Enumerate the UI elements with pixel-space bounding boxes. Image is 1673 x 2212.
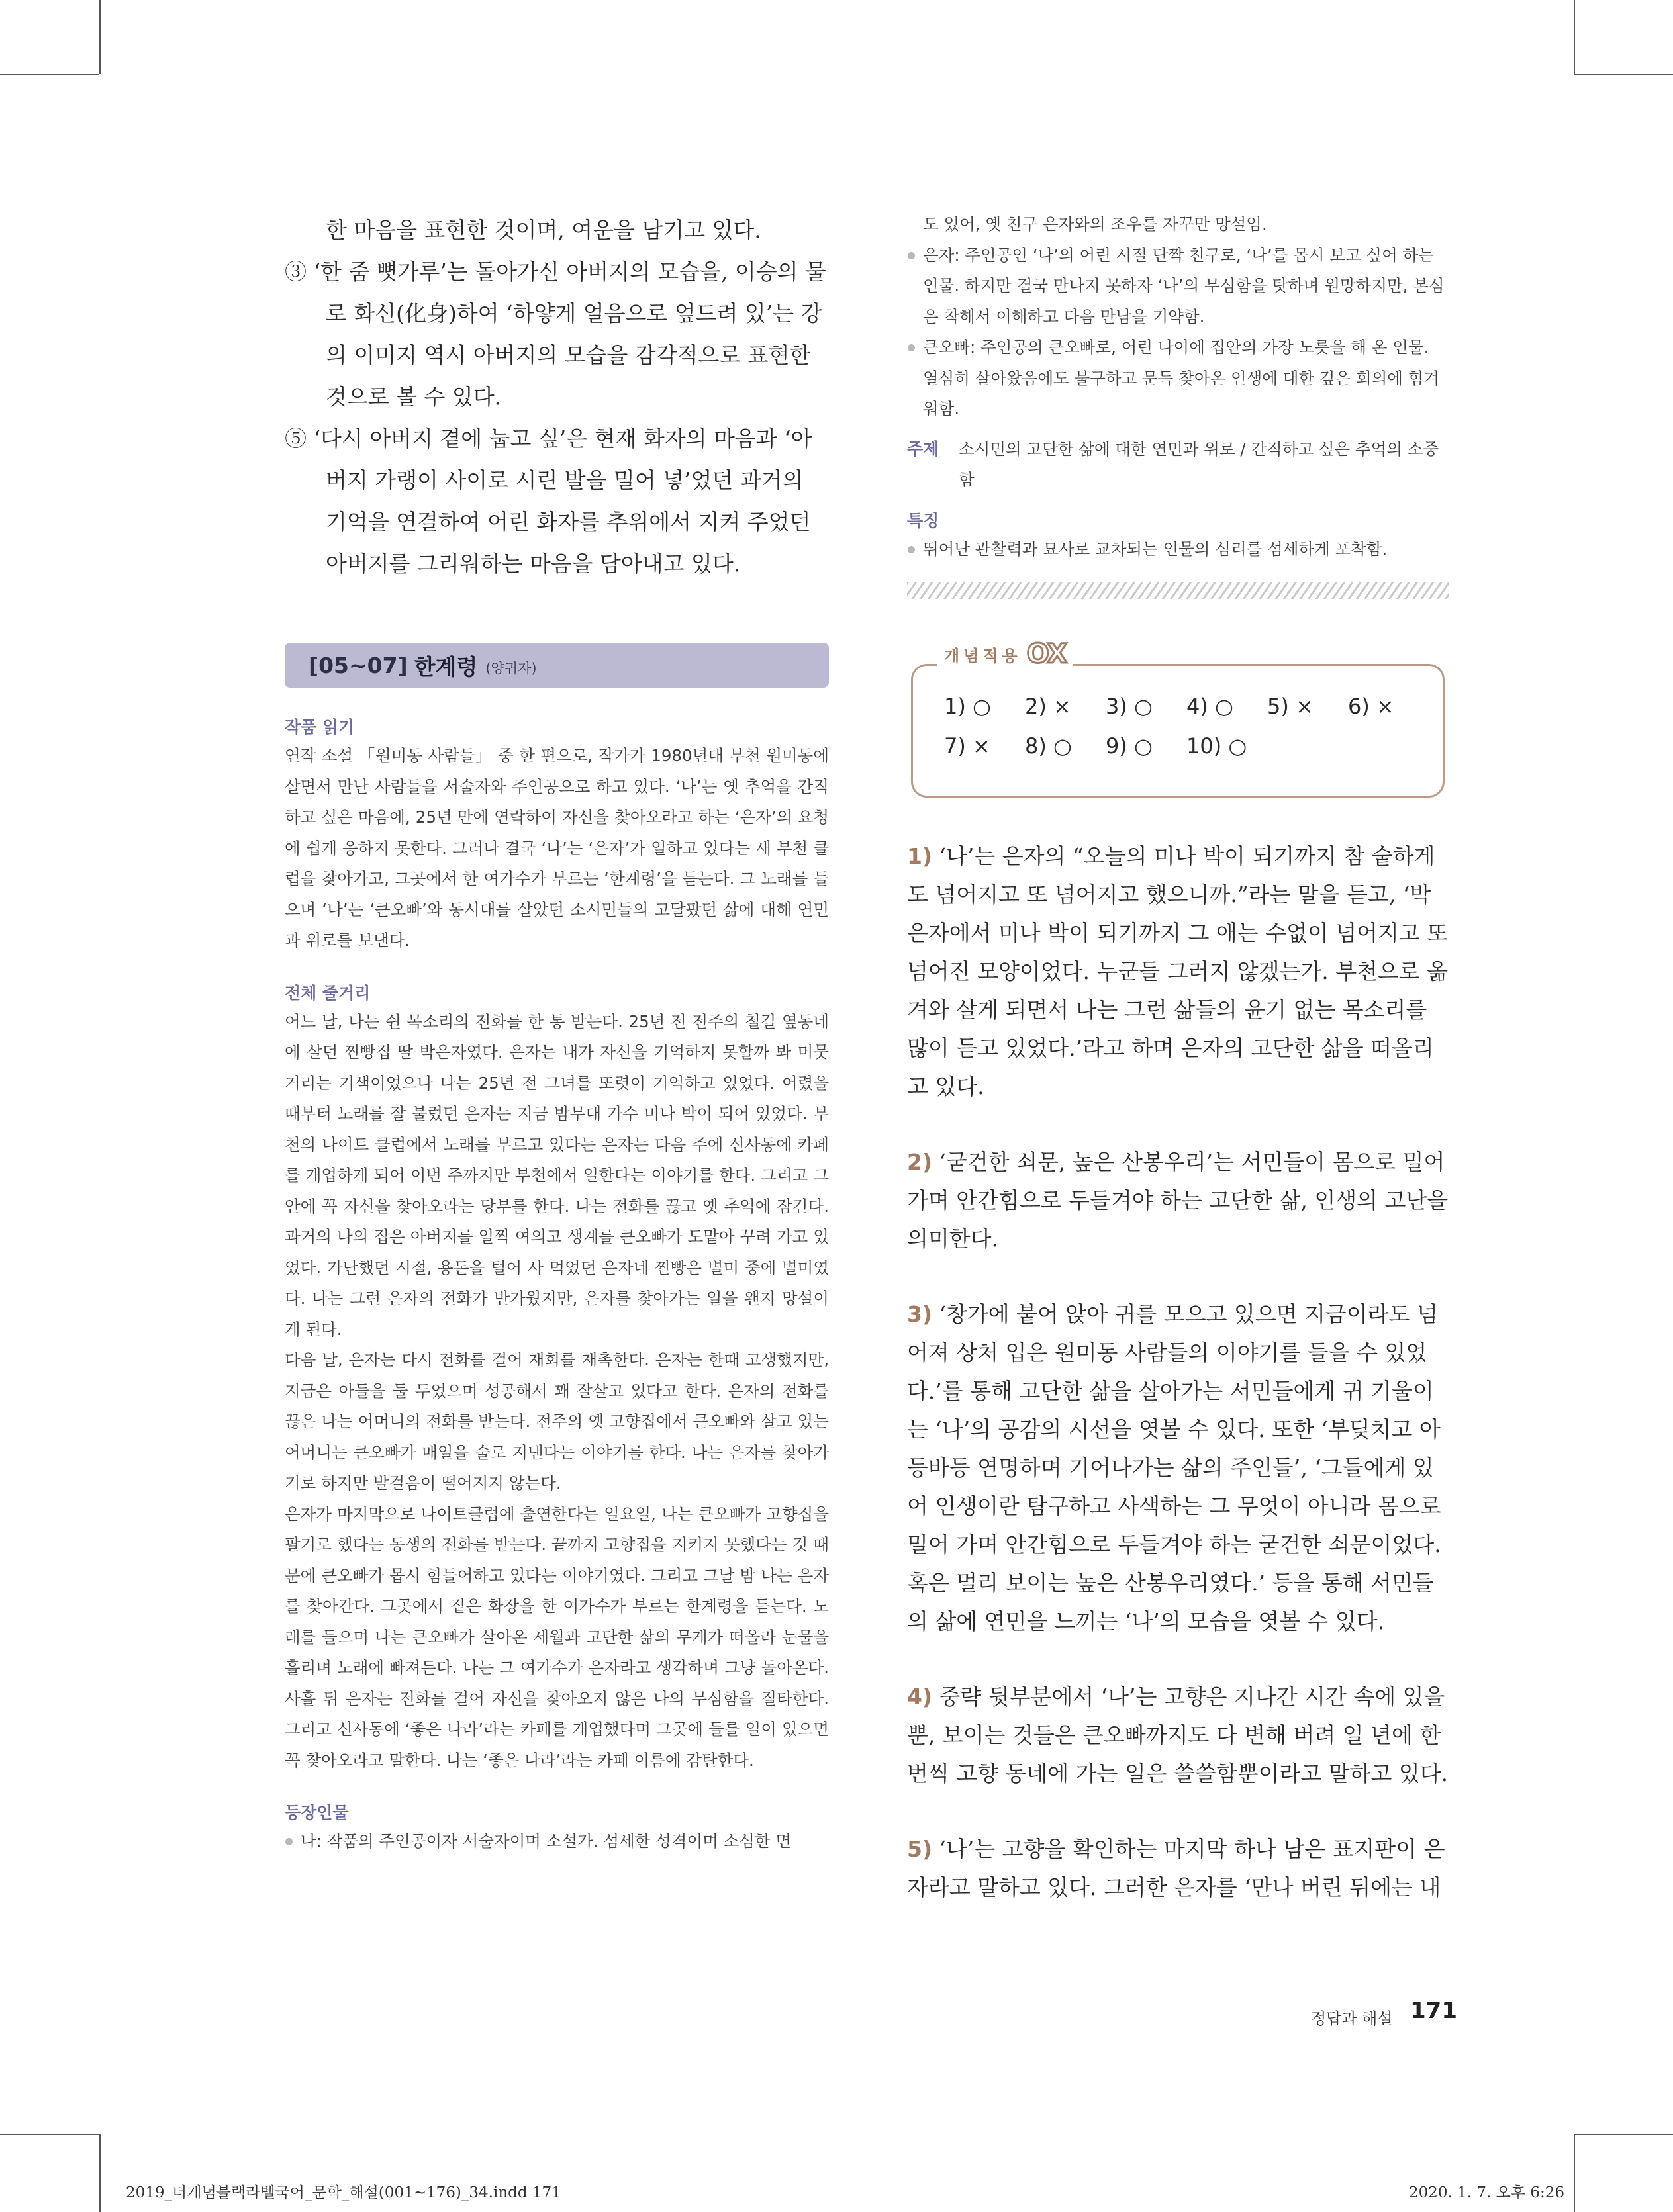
crop-mark [99,2134,101,2212]
hatched-divider [907,582,1449,599]
crop-mark [1574,74,1673,75]
section-heading-characters: 등장인물 [285,1803,349,1822]
reading-body: 연작 소설 「원미동 사람들」 중 한 편으로, 작가가 1980년대 부천 원미동에 살면서 만난 사람들을 서술자와 주인공으로 하고 있다. ‘나’는 옛 추억을 간직하고 싶은 마음에, 25년 만에 연락하여 자신을 찾아오라고 하는 ‘은자’의 요청에 쉽게 응하지 못한다. 그러나 결국 ‘나’는 ‘은자’가 일하고 있다는 새 부천 클럽을 찾아가고, 그곳에서 한 여가수가 부르는 ‘한계령’을 듣는다. 그 노래를 들으며 ‘나’는 ‘큰오빠’와 동시대를 살았던 소시민들의 고달팠던 삶에 대해 연민과 위로를 보낸다. [285,746,829,950]
crop-mark [1574,2134,1575,2212]
plot-paragraph: 은자가 마지막으로 나이트클럽에 출연한다는 일요일, 나는 큰오빠가 고향집을 팔기로 했다는 동생의 전화를 받는다. 끝까지 고향집을 지키지 못했다는 것 때문에 큰오빠가 몹시 힘들어하고 있다는 이야기였다. 그리고 그날 밤 나는 은자를 찾아간다. 그곳에서 짙은 화장을 한 여가수가 부르는 한계령을 듣는다. 노래를 들으며 나는 큰오빠가 살아온 세월과 고단한 삶의 무게가 떠올라 눈물을 흘리며 노래에 빠져든다. 나는 그 여가수가 은자라고 생각하며 그냥 돌아온다. 사흘 뒤 은자는 전화를 걸어 자신을 찾아오지 않은 나의 무심함을 질타한다. 그리고 신사동에 ‘좋은 나라’라는 카페를 개업했다며 그곳에 들를 일이 있으면 꼭 찾아오라고 말한다. 나는 ‘좋은 나라’라는 카페 이름에 감탄한다. [285,1504,829,1770]
ox-row [944,686,1429,726]
crop-mark [0,2134,99,2135]
character-item: 나: 작품의 주인공이자 서술자이며 소설가. 섬세한 성격이며 소심한 면 [285,1826,829,1857]
ox-answer: 4) ○ [1186,694,1233,719]
theme-key: 주제 [907,439,939,459]
crop-mark [0,74,99,75]
ox-answer: 10) ○ [1186,733,1247,759]
ox-answer: 6) × [1348,694,1394,719]
plot-paragraph: 어느 날, 나는 쉰 목소리의 전화를 한 통 받는다. 25년 전 전주의 철길 옆동네에 살던 찐빵집 딸 박은자였다. 은자는 내가 자신을 기억하지 못할까 봐 머뭇거리는 기색이었으나 나는 25년 전 그녀를 또렷이 기억하고 있었다. 어렸을 때부터 노래를 잘 불렀던 은자는 지금 밤무대 가수 미나 박이 되어 있었다. 부천의 나이트 클럽에서 노래를 부르고 있다는 은자는 다음 주에 신사동에 카페를 개업하게 되어 이번 주까지만 부천에서 일한다는 이야기를 한다. 그리고 그 안에 꼭 자신을 찾아오라는 당부를 한다. 나는 전화를 끊고 옛 추억에 잠긴다. 과거의 나의 집은 아버지를 일찍 여의고 생계를 큰오빠가 도맡아 꾸려 가고 있었다. 가난했던 시절, 용돈을 털어 사 먹었던 은자네 찐빵은 별미 중에 별미였다. 나는 그런 은자의 전화가 반가웠지만, 은자를 찾아가는 일을 왠지 망설이게 된다. [285,1011,829,1339]
answer-explanation [907,1830,1449,1907]
character-item: 은자: 주인공인 ‘나’의 어린 시절 단짝 친구로, ‘나’를 몹시 보고 싶어 하는 인물. 하지만 결국 만나지 못하자 ‘나’의 무심함을 탓하며 원망하지만, 본심은 착해서 이해하고 다음 만남을 기약함. [907,240,1449,333]
section-heading-plot: 전체 줄거리 [285,983,371,1003]
theme-row [907,434,1449,496]
section-heading-features: 특징 [907,510,939,530]
ox-grid [944,686,1429,766]
answer-explanation [907,1678,1449,1793]
print-slug-date: 2020. 1. 7. 오후 6:26 [1409,2184,1565,2201]
ox-mark: OX [1026,639,1067,669]
ox-answer-box [907,639,1449,812]
work-author: (양귀자) [485,661,537,676]
crop-mark [99,0,101,74]
ox-answer: 7) × [944,733,990,759]
answer-explanation [907,1143,1449,1258]
left-column [285,209,829,1857]
crop-mark [1574,0,1575,74]
answer-number: 5) [907,1836,933,1862]
crop-mark [1574,2134,1673,2135]
answer-number: 3) [907,1301,933,1327]
ox-answer: 1) ○ [944,694,991,719]
work-number: [05~07] [309,652,408,678]
answer-explanations [907,837,1449,1907]
answer-text: ‘창가에 붙어 앉아 귀를 모으고 있으면 지금이라도 넘어져 상처 입은 원미동 사람들의 이야기를 들을 수 있었다.’를 통해 고단한 삶을 살아가는 서민들에게 귀 기울이는 ‘나’의 공감의 시선을 엿볼 수 있다. 또한 ‘부딪치고 아등바등 연명하며 기어나가는 삶의 주인들’, ‘그들에게 있어 인생이란 탐구하고 사색하는 그 무엇이 아니라 몸으로 밀어 가며 안간힘으로 두들겨야 하는 굳건한 쇠문이었다. 혹은 멀리 보이는 높은 산봉우리였다.’ 등을 통해 서민들의 삶에 연민을 느끼는 ‘나’의 모습을 엿볼 수 있다. [907,1301,1441,1634]
ox-label-text: 개념적용 [944,646,1022,665]
page-number: 171 [1410,1998,1457,2024]
answer-explanation [907,1295,1449,1641]
answer-text: 중략 뒷부분에서 ‘나’는 고향은 지나간 시간 속에 있을 뿐, 보이는 것들은 큰오빠까지도 다 변해 버려 일 년에 한 번씩 고향 동네에 가는 일은 쓸쓸함뿐이라고 말하고 있다. [907,1684,1449,1786]
work-name: 한계령 [414,653,478,680]
work-title-bar [285,643,829,688]
print-slug-file: 2019_더개념블랙라벨국어_문학_해설(001~176)_34.indd 171 [126,2184,561,2201]
theme-value: 소시민의 고단한 삶에 대한 연민과 위로 / 간직하고 싶은 추억의 소중함 [959,439,1439,489]
answer-text: ‘굳건한 쇠문, 높은 산봉우리’는 서민들이 몸으로 밀어 가며 안간힘으로 두들겨야 하는 고단한 삶, 인생의 고난을 의미한다. [907,1149,1449,1252]
answer-explanation [907,837,1449,1106]
lead-item-5: ⑤ ‘다시 아버지 곁에 눕고 싶’은 현재 화자의 마음과 ‘아버지 가랭이 사이로 시린 발을 밀어 넣’었던 과거의 기억을 연결하여 어린 화자를 추위에서 지켜 주었던 아버지를 그리워하는 마음을 담아내고 있다. [285,426,812,576]
ox-label [937,639,1073,669]
ox-answer: 2) × [1025,694,1071,719]
answer-text: ‘나’는 은자의 “오늘의 미나 박이 되기까지 참 숱하게도 넘어지고 또 넘어지고 했으니까.”라는 말을 듣고, ‘박은자에서 미나 박이 되기까지 그 애는 수없이 넘어지고 또 넘어진 모양이었다. 누군들 그러지 않겠는가. 부천으로 옮겨와 살게 되면서 나는 그런 삶들의 윤기 없는 목소리를 많이 듣고 있었다.’라고 하며 은자의 고단한 삶을 떠올리고 있다. [907,843,1449,1099]
section-heading-reading: 작품 읽기 [285,717,355,737]
answer-text: ‘나’는 고향을 확인하는 마지막 하나 남은 표지판이 은자라고 말하고 있다. 그러한 은자를 ‘만나 버린 뒤에는 내 [907,1836,1445,1900]
ox-answer: 3) ○ [1106,694,1153,719]
character-item-continued: 도 있어, 옛 친구 은자와의 조우를 자꾸만 망설임. [923,214,1267,234]
feature-item: 뛰어난 관찰력과 묘사로 교차되는 인물의 심리를 섬세하게 포착함. [907,534,1449,565]
ox-answer: 9) ○ [1106,733,1153,759]
lead-item-3: ③ ‘한 줌 뼛가루’는 돌아가신 아버지의 모습을, 이승의 물로 화신(化身)하여 ‘하얗게 얼음으로 엎드려 있’는 강의 이미지 역시 아버지의 모습을 감각적으로 표현한 것으로 볼 수 있다. [285,259,826,410]
lead-text [285,209,829,584]
ox-row [944,726,1429,766]
answer-number: 4) [907,1684,933,1710]
ox-answer: 5) × [1267,694,1314,719]
ox-answer: 8) ○ [1025,733,1072,759]
right-column [907,209,1449,1907]
plot-paragraph: 다음 날, 은자는 다시 전화를 걸어 재회를 재촉한다. 은자는 한때 고생했지만, 지금은 아들을 둘 두었으며 성공해서 꽤 잘살고 있다고 한다. 은자의 전화를 끊은 나는 어머니의 전화를 받는다. 전주의 옛 고향집에서 큰오빠와 살고 있는 어머니는 큰오빠가 매일을 술로 지낸다는 이야기를 한다. 나는 은자를 찾아가기로 하지만 발걸음이 떨어지지 않는다. [285,1350,829,1493]
lead-continuation: 한 마음을 표현한 것이며, 여운을 남기고 있다. [326,217,761,243]
character-item: 큰오빠: 주인공의 큰오빠로, 어린 나이에 집안의 가장 노릇을 해 온 인물. 열심히 살아왔음에도 불구하고 문득 찾아온 인생에 대한 깊은 회의에 힘겨워함. [907,332,1449,425]
footer-label: 정답과 해설 [1311,2009,1393,2028]
answer-number: 1) [907,843,933,869]
answer-number: 2) [907,1149,933,1175]
